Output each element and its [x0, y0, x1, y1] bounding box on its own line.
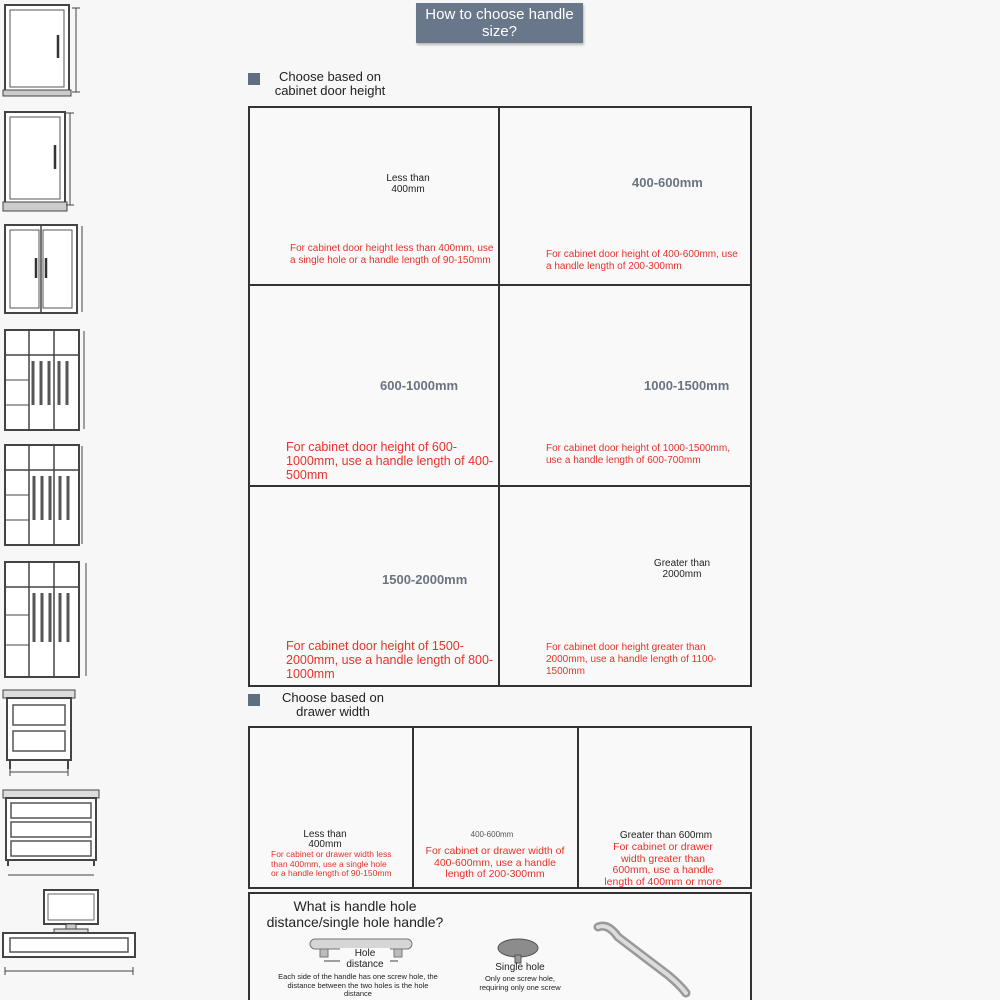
bullet-square-icon: [248, 694, 260, 706]
wardrobe-three-door-icon: [0, 325, 90, 435]
section-heading-text: Choose based on cabinet door height: [274, 69, 386, 98]
door-cell-description: For cabinet door height of 1000-1500mm, use a handle length of 600-700mm: [546, 443, 730, 466]
bullet-square-icon: [248, 73, 260, 85]
section-heading-drawer-width: [248, 691, 392, 719]
hole-distance-label: Hole distance: [340, 948, 390, 970]
grid-divider: [248, 284, 752, 286]
dimension-label: Less than 400mm: [303, 829, 347, 850]
arched-handle-icon: [588, 915, 698, 1000]
tv-cabinet-icon: [0, 887, 140, 977]
grid-divider: [577, 726, 579, 889]
door-cell-description: For cabinet door height less than 400mm, use a single hole or a handle length of 90-150mm: [290, 243, 494, 266]
door-cell-description: For cabinet door height greater than 2000mm, use a handle length of 1100-1500mm: [546, 642, 717, 677]
door-cell-description: For cabinet door height of 400-600mm, use a handle length of 200-300mm: [546, 249, 738, 272]
tall-door-cabinet-icon: [0, 105, 80, 215]
dimension-label: 400-600mm: [462, 829, 522, 840]
dimension-label: Greater than 2000mm: [653, 558, 711, 580]
grid-divider: [412, 726, 414, 889]
wardrobe-tall-icon: [0, 440, 90, 552]
dresser-icon: [0, 787, 105, 882]
dimension-label: 1500-2000mm: [382, 572, 468, 587]
page-title: How to choose handle size?: [416, 3, 583, 43]
door-cell-description: For cabinet door height of 600-1000mm, use a handle length of 400-500mm: [286, 440, 494, 482]
single-hole-label: Single hole: [495, 962, 545, 973]
dimension-label: 400-600mm: [632, 175, 703, 190]
drawer-cell-description: For cabinet or drawer width greater than 600mm, use a handle length of 400mm or more: [604, 841, 722, 888]
drawer-cell-description: For cabinet or drawer width less than 400mm, use a single hole or a handle length of 90-150mm: [271, 849, 392, 878]
nightstand-icon: [0, 687, 80, 782]
single-door-cabinet-icon: [0, 0, 90, 100]
dimension-label: Less than 400mm: [386, 173, 430, 195]
door-height-grid: [248, 106, 752, 687]
dimension-label: Greater than 600mm: [619, 830, 713, 841]
hole-distance-note: Each side of the handle has one screw hole, the distance between the two holes is the hole distance: [278, 972, 438, 998]
drawer-cell-description: For cabinet or drawer width of 400-600mm, use a handle length of 200-300mm: [425, 845, 565, 880]
hole-question-heading: What is handle hole distance/single hole handle?: [266, 898, 444, 930]
double-door-cabinet-icon: [0, 220, 90, 320]
door-cell-description: For cabinet door height of 1500-2000mm, use a handle length of 800-1000mm: [286, 639, 494, 681]
section-heading-door-height: [248, 70, 386, 98]
dimension-label: 1000-1500mm: [644, 378, 730, 393]
grid-divider: [248, 485, 752, 487]
knob-handle-icon: [494, 937, 544, 965]
dimension-label: 600-1000mm: [380, 378, 459, 393]
wardrobe-extra-tall-icon: [0, 557, 95, 682]
grid-divider: [498, 106, 500, 687]
single-hole-note: Only one screw hole, requiring only one screw: [479, 974, 561, 992]
section-heading-text: Choose based on drawer width: [282, 690, 384, 719]
